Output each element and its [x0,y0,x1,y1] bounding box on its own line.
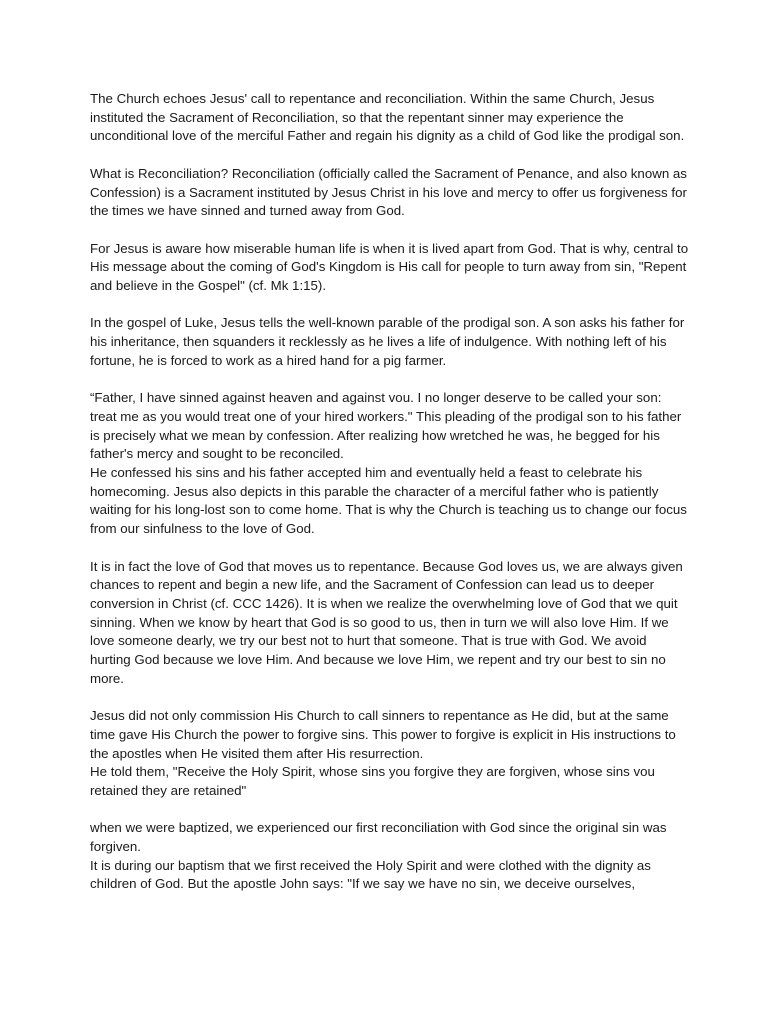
paragraph-when-baptized: when we were baptized, we experienced our first reconciliation with God since the original sin was forgiven. [90,820,667,855]
paragraph-during-baptism: It is during our baptism that we first received the Holy Spirit and were clothed with the dignity as children of God. But the apostle John says: "If we say we have no sin, we deceive ourselves, [90,857,651,892]
paragraph-commission-church: Jesus did not only commission His Church to call sinners to repentance as He did, but at the same time gave His Church the power to forgive sins. This power to forgive is explicit in His instructions to the apostles when He visited them after His resurrection. [90,708,676,761]
paragraph-father-i-have-sinned: “Father, I have sinned against heaven and against vou. I no longer deserve to be called your son: treat me as you would treat one of your hired workers." This pleading of the prodigal son to his father is precisely what we mean by confession. After realizing how wretched he was, he begged for his father's mercy and sought to be reconciled. [90,390,682,462]
document-page [90,90,690,894]
paragraph-church-echoes: The Church echoes Jesus' call to repentance and reconciliation. Within the same Church, Jesus instituted the Sacrament of Reconciliation, so that the repentant sinner may experience the unconditional love of the merciful Father and regain his dignity as a child of God like the prodigal son. [90,91,685,144]
paragraph-he-told-them: He told them, "Receive the Holy Spirit, whose sins you forgive they are forgiven, whose sins vou retained they are retained" [90,764,655,798]
paragraph-confessed-his-sins: He confessed his sins and his father accepted him and eventually held a feast to celebrate his homecoming. Jesus also depicts in this parable the character of a merciful father who is patiently waiting for his long-lost son to come home. That is why the Church is teaching us to change our focus from our sinfulness to the love of God. [90,465,687,537]
paragraph-gospel-of-luke: In the gospel of Luke, Jesus tells the well-known parable of the prodigal son. A son asks his father for his inheritance, then squanders it recklessly as he lives a life of indulgence. With nothing left of his fortune, he is forced to work as a hired hand for a pig farmer. [90,315,685,368]
paragraph-what-is-reconciliation: What is Reconciliation? Reconciliation (officially called the Sacrament of Penance, and also known as Confession) is a Sacrament instituted by Jesus Christ in his love and mercy to offer us forgiveness for the times we have sinned and turned away from God. [90,165,687,219]
paragraph-jesus-aware: For Jesus is aware how miserable human life is when it is lived apart from God. That is why, central to His message about the coming of God's Kingdom is His call for people to turn away from sin, "Repent and believe in the Gospel" (cf. Mk 1:15). [90,240,689,293]
paragraph-love-of-god: It is in fact the love of God that moves us to repentance. Because God loves us, we are always given chances to repent and begin a new life, and the Sacrament of Confession can lead us to deeper conversion in Christ (cf. CCC 1426). It is when we realize the overwhelming love of God that we quit sinning. When we know by heart that God is so good to us, then in turn we will also love Him. If we love someone dearly, we try our best not to hurt that someone. That is true with God. We avoid hurting God because we love Him. And because we love Him, we repent and try our best to sin no more. [90,558,683,686]
